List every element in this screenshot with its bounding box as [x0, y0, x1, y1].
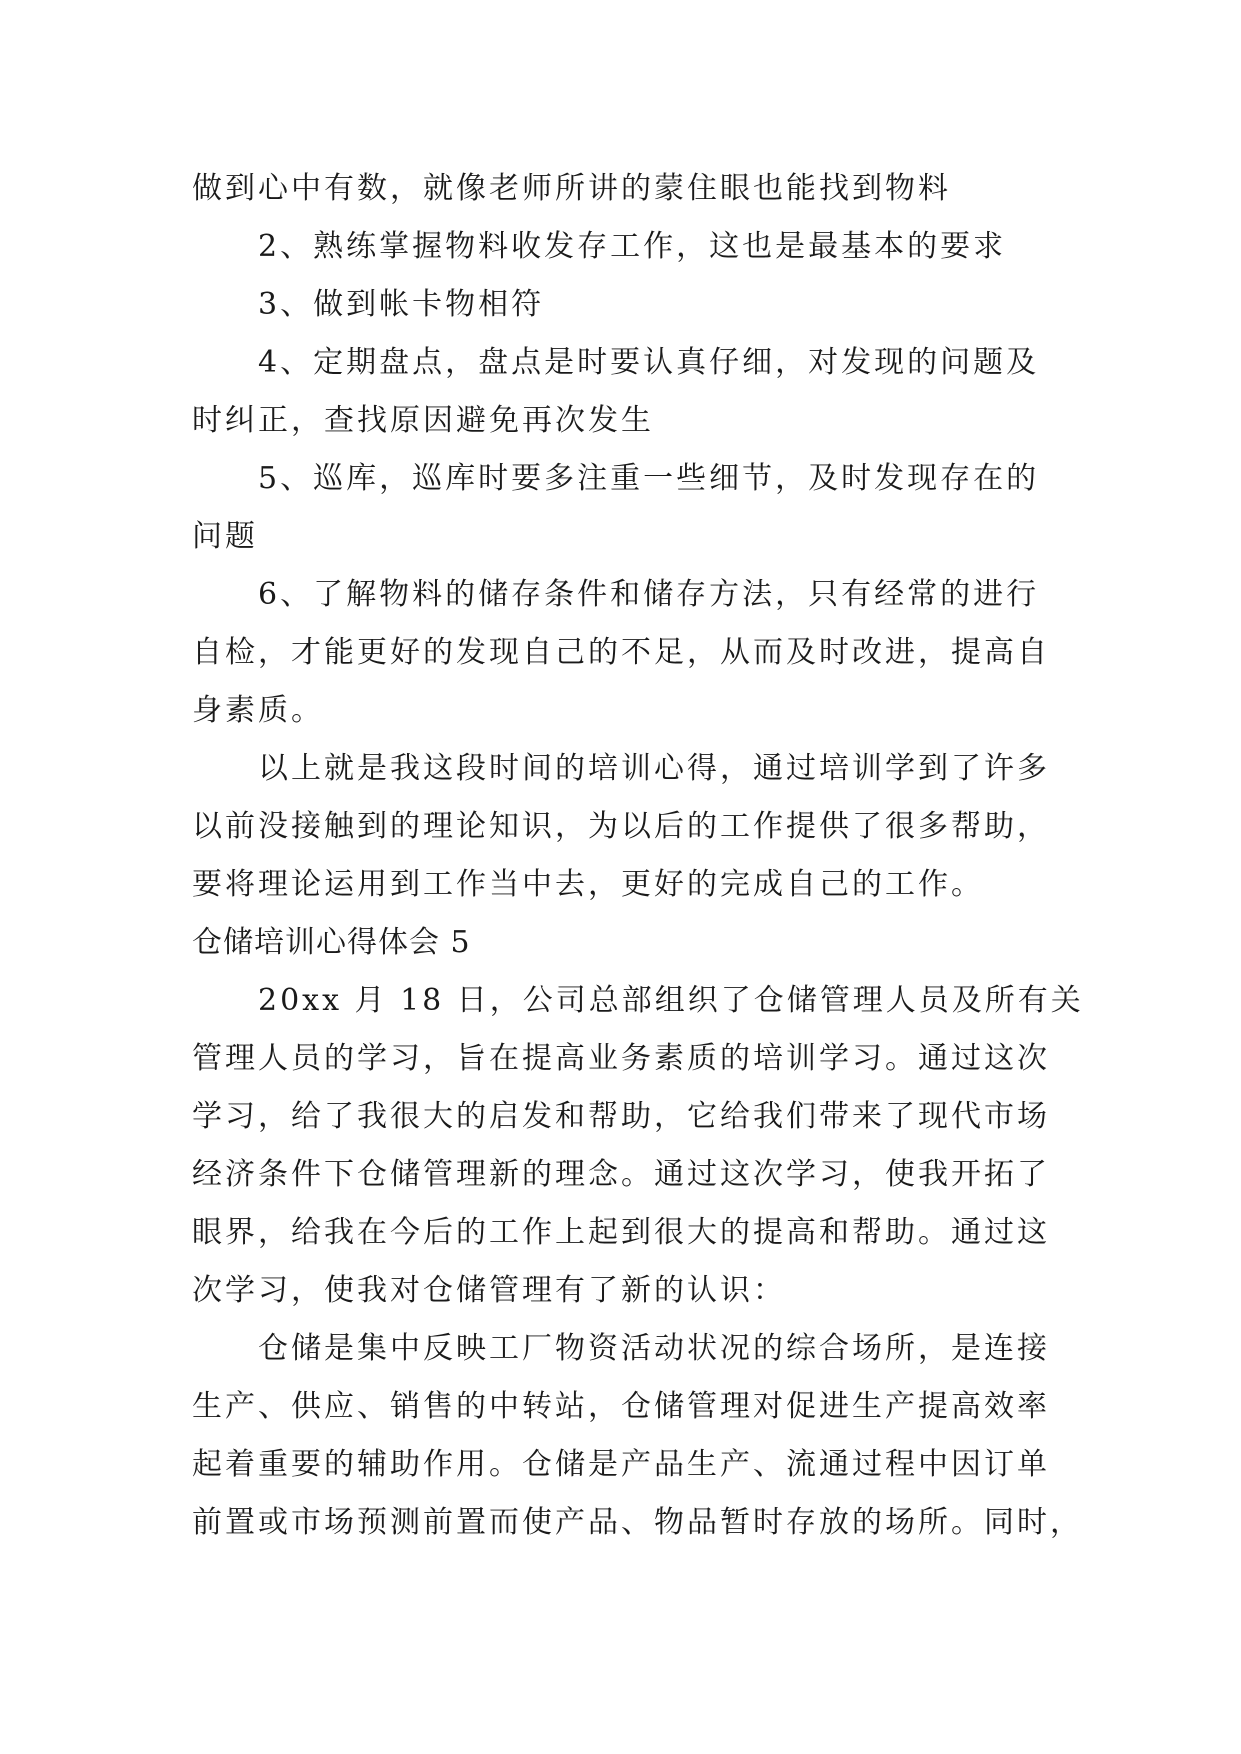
list-item-line: 3、做到帐卡物相符	[258, 287, 545, 322]
paragraph-line: 身素质。	[192, 693, 324, 728]
paragraph-line: 自检，才能更好的发现自己的不足，从而及时改进，提高自	[192, 635, 1050, 670]
paragraph-line: 经济条件下仓储管理新的理念。通过这次学习，使我开拓了	[192, 1157, 1050, 1192]
paragraph-line: 管理人员的学习，旨在提高业务素质的培训学习。通过这次	[192, 1041, 1050, 1076]
list-item-line: 5、巡库，巡库时要多注重一些细节，及时发现存在的	[258, 461, 1040, 496]
paragraph-line: 前置或市场预测前置而使产品、物品暂时存放的场所。同时，	[192, 1505, 1083, 1540]
paragraph-line: 生产、供应、销售的中转站，仓储管理对促进生产提高效率	[192, 1389, 1050, 1424]
list-item-line: 6、了解物料的储存条件和储存方法，只有经常的进行	[258, 577, 1040, 612]
paragraph-line: 时纠正，查找原因避免再次发生	[192, 403, 654, 438]
paragraph-line: 学习，给了我很大的启发和帮助，它给我们带来了现代市场	[192, 1099, 1050, 1134]
paragraph-line: 要将理论运用到工作当中去，更好的完成自己的工作。	[192, 867, 984, 902]
paragraph-line: 眼界，给我在今后的工作上起到很大的提高和帮助。通过这	[192, 1215, 1050, 1250]
paragraph-line: 以上就是我这段时间的培训心得，通过培训学到了许多	[258, 751, 1050, 786]
paragraph-line: 问题	[192, 519, 258, 554]
paragraph-line: 做到心中有数，就像老师所讲的蒙住眼也能找到物料	[192, 171, 951, 206]
paragraph-line: 仓储是集中反映工厂物资活动状况的综合场所，是连接	[258, 1331, 1050, 1366]
section-heading: 仓储培训心得体会 5	[192, 925, 471, 960]
document-body	[192, 160, 1084, 1552]
list-item-line: 4、定期盘点，盘点是时要认真仔细，对发现的问题及	[258, 345, 1040, 380]
paragraph-line: 次学习，使我对仓储管理有了新的认识：	[192, 1273, 786, 1308]
paragraph-line: 20xx 月 18 日，公司总部组织了仓储管理人员及所有关	[258, 983, 1084, 1018]
paragraph-line: 起着重要的辅助作用。仓储是产品生产、流通过程中因订单	[192, 1447, 1050, 1482]
list-item-line: 2、熟练掌握物料收发存工作，这也是最基本的要求	[258, 229, 1007, 264]
paragraph-line: 以前没接触到的理论知识，为以后的工作提供了很多帮助，	[192, 809, 1050, 844]
